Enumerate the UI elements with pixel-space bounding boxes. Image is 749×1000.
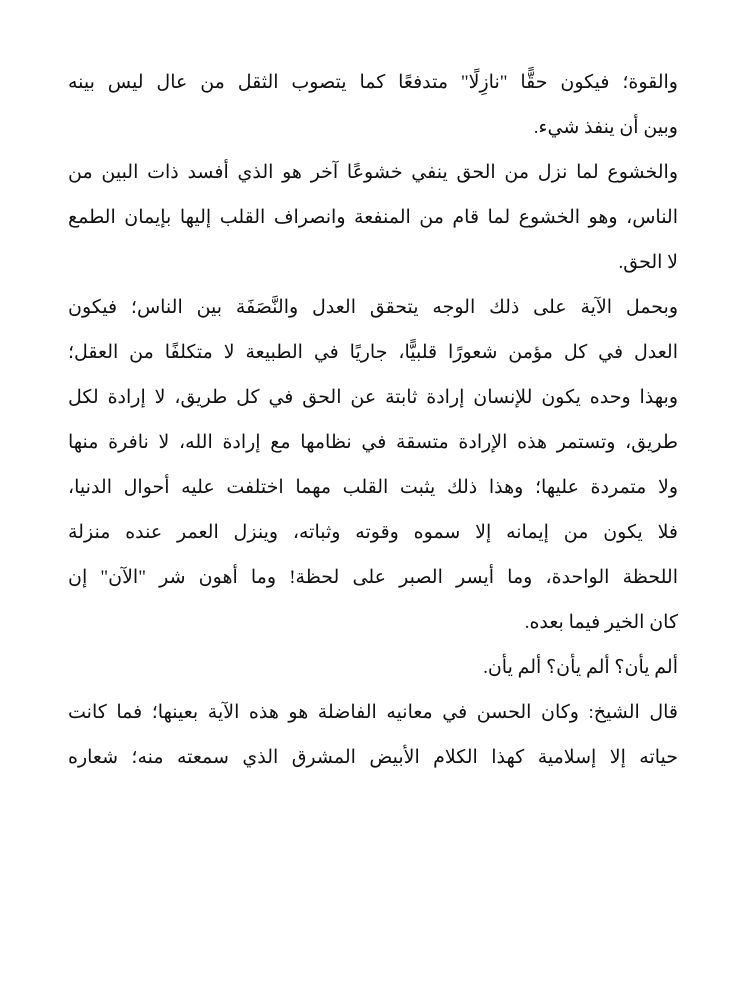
text-line: حياته إلا إسلامية كهذا الكلام الأبيض المشرق الذي سمعته منه؛ شعاره [68, 747, 679, 768]
paragraph-end-line: كان الخير فيما بعده. [524, 612, 678, 633]
text-line: فلا يكون من إيمانه إلا سموه وقوته وثباته، وينزل العمر عنده منزلة [68, 522, 678, 543]
body-text [68, 60, 678, 780]
text-line: ولا متمردة عليها؛ وهذا ذلك يثبت القلب مهما اختلفت عليه أحوال الدنيا، [68, 477, 678, 498]
text-line: الناس، وهو الخشوع لما قام من المنفعة وانصراف القلب إليها بإيمان الطمع [68, 207, 678, 228]
text-line: اللحظة الواحدة، وما أيسر الصبر على لحظة! وما أهون شر "الآن" إن [68, 567, 678, 588]
text-line: وبهذا وحده يكون للإنسان إرادة ثابتة عن الحق في كل طريق، لا إرادة لكل [68, 387, 678, 408]
text-line: والخشوع لما نزل من الحق ينفي خشوعًا آخر هو الذي أفسد ذات البين من [68, 162, 678, 183]
text-line: وبحمل الآية على ذلك الوجه يتحقق العدل والنَّصَفَة بين الناس؛ فيكون [68, 297, 678, 318]
text-line: والقوة؛ فيكون حقًّا "نازِلًا" متدفعًا كما يتصوب الثقل من عال ليس بينه [68, 72, 678, 93]
paragraph-end-line: وبين أن ينفذ شيء. [533, 117, 678, 138]
text-line: قال الشيخ: وكان الحسن في معانيه الفاضلة هو هذه الآية بعينها؛ فما كانت [68, 702, 678, 723]
paragraph-end-line: لا الحق. [618, 252, 678, 273]
text-line: طريق، وتستمر هذه الإرادة متسقة في نظامها مع إرادة الله، لا نافرة منها [68, 432, 678, 453]
paragraph-end-line: ألم يأن؟ ألم يأن؟ ألم يأن. [483, 657, 678, 678]
text-line: العدل في كل مؤمن شعورًا قلبيًّا، جاريًا في الطبيعة لا متكلفًا من العقل؛ [68, 342, 678, 363]
